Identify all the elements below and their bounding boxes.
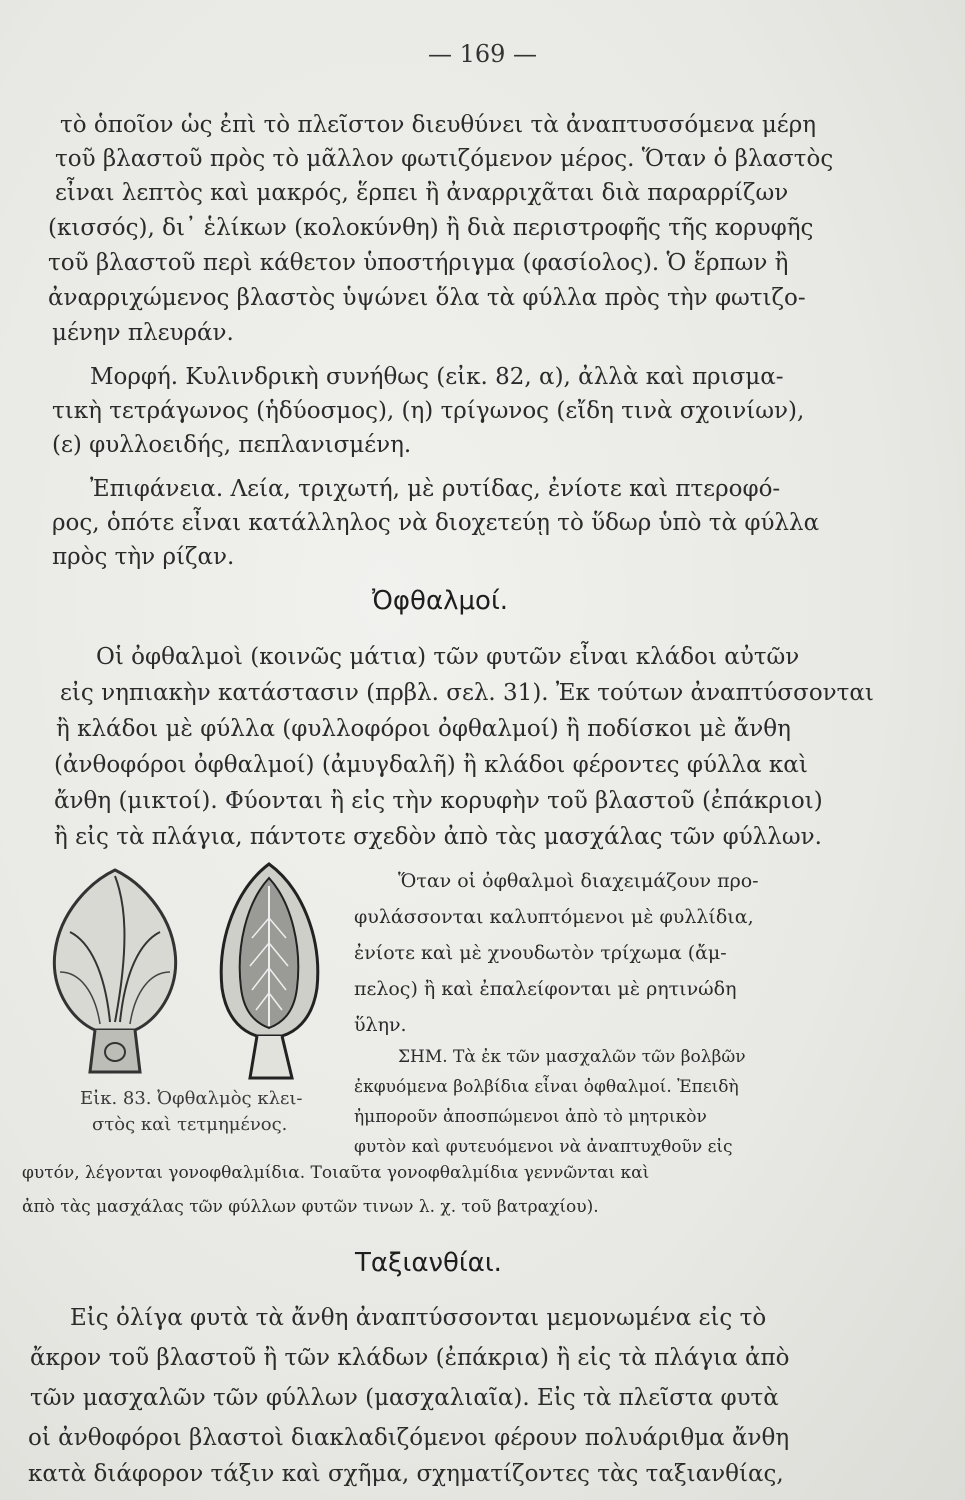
text-line: ρος, ὁπότε εἶναι κατάλληλος νὰ διοχετεύῃ τὸ ὕδωρ ὑπὸ τὰ φύλλα <box>52 510 820 536</box>
text-line: τοῦ βλαστοῦ πρὸς τὸ μᾶλλον φωτιζόμενον μέρος. Ὅταν ὁ βλαστὸς <box>55 146 834 172</box>
text-line: (ε) φυλλοειδής, πεπλανισμένη. <box>52 432 412 458</box>
text-line: Μορφή. Κυλινδρικὴ συνήθως (εἰκ. 82, α), ἀλλὰ καὶ πρισμα- <box>90 364 784 390</box>
text-line: (κισσός), δι᾿ ἑλίκων (κολοκύνθη) ἢ διὰ περιστροφῆς τῆς κορυφῆς <box>48 215 814 241</box>
text-line: τοῦ βλαστοῦ περὶ κάθετον ὑποστήριγμα (φασίολος). Ὁ ἕρπων ἢ <box>48 250 789 276</box>
text-line: Οἱ ὀφθαλμοὶ (κοινῶς μάτια) τῶν φυτῶν εἶναι κλάδοι αὐτῶν <box>96 644 800 670</box>
text-line: ἢ εἰς τὰ πλάγια, πάντοτε σχεδὸν ἀπὸ τὰς μασχάλας τῶν φύλλων. <box>54 824 822 850</box>
text-line: πρὸς τὴν ρίζαν. <box>52 544 235 570</box>
text-line: κατὰ διάφορον τάξιν καὶ σχῆμα, σχηματίζοντες τὰς ταξιανθίας, <box>28 1461 784 1487</box>
note-line: ΣΗΜ. Τὰ ἐκ τῶν μασχαλῶν τῶν βολβῶν <box>398 1047 746 1067</box>
note-line: φυτὸν καὶ φυτευόμενοι νὰ ἀναπτυχθοῦν εἰς <box>354 1137 733 1157</box>
section-heading: Ὀφθαλμοί. <box>372 586 509 616</box>
section-heading: Ταξιανθίαι. <box>355 1248 502 1278</box>
note-line: ἐκφυόμενα βολβίδια εἶναι ὀφθαλμοί. Ἐπειδὴ <box>354 1077 739 1097</box>
figure-caption: στὸς καὶ τετμημένος. <box>92 1114 288 1135</box>
bud-section-illustration <box>212 858 327 1083</box>
text-line: Ὅταν οἱ ὀφθαλμοὶ διαχειμάζουν προ- <box>398 870 759 892</box>
text-line: πελος) ἢ καὶ ἐπαλείφονται μὲ ρητινώδη <box>354 978 737 1000</box>
text-line: (ἀνθοφόροι ὀφθαλμοί) (ἀμυγδαλῆ) ἢ κλάδοι φέροντες φύλλα καὶ <box>54 752 808 778</box>
text-line: φυλάσσονται καλυπτόμενοι μὲ φυλλίδια, <box>354 906 754 928</box>
text-line: τικὴ τετράγωνος (ἡδύοσμος), (η) τρίγωνος (εἴδη τινὰ σχοινίων), <box>52 398 805 424</box>
text-line: μένην πλευράν. <box>52 320 234 346</box>
text-line: ἄκρον τοῦ βλαστοῦ ἢ τῶν κλάδων (ἐπάκρια) ἢ εἰς τὰ πλάγια ἀπὸ <box>30 1345 790 1371</box>
text-line: ἢ κλάδοι μὲ φύλλα (φυλλοφόροι ὀφθαλμοί) ἢ ποδίσκοι μὲ ἄνθη <box>56 716 791 742</box>
text-line: ἄνθη (μικτοί). Φύονται ἢ εἰς τὴν κορυφὴν τοῦ βλαστοῦ (ἐπάκριοι) <box>54 788 823 814</box>
text-line: τὸ ὁποῖον ὡς ἐπὶ τὸ πλεῖστον διευθύνει τὰ ἀναπτυσσόμενα μέρη <box>60 112 817 138</box>
bud-closed-illustration <box>40 862 190 1082</box>
text-line: ἐνίοτε καὶ μὲ χνουδωτὸν τρίχωμα (ἄμ- <box>354 942 727 964</box>
text-line: εἰς νηπιακὴν κατάστασιν (πρβλ. σελ. 31). Ἐκ τούτων ἀναπτύσσονται <box>60 680 874 706</box>
page-number: — 169 — <box>427 40 538 68</box>
text-line: Εἰς ὀλίγα φυτὰ τὰ ἄνθη ἀναπτύσσονται μεμονωμένα εἰς τὸ <box>70 1305 767 1331</box>
note-line: ἠμποροῦν ἀποσπώμενοι ἀπὸ τὸ μητρικὸν <box>354 1107 707 1127</box>
note-line: ἀπὸ τὰς μασχάλας τῶν φύλλων φυτῶν τινων λ. χ. τοῦ βατραχίου). <box>22 1197 599 1217</box>
text-line: οἱ ἀνθοφόροι βλαστοὶ διακλαδιζόμενοι φέρουν πολυάριθμα ἄνθη <box>28 1425 790 1451</box>
figure-caption: Εἰκ. 83. Ὀφθαλμὸς κλει- <box>80 1088 303 1109</box>
text-line: τῶν μασχαλῶν τῶν φύλλων (μασχαλιαῖα). Εἰς τὰ πλεῖστα φυτὰ <box>30 1385 779 1411</box>
text-line: ἀναρριχώμενος βλαστὸς ὑψώνει ὅλα τὰ φύλλα πρὸς τὴν φωτιζο- <box>48 285 806 311</box>
text-line: ὕλην. <box>354 1014 407 1036</box>
text-line: Ἐπιφάνεια. Λεία, τριχωτή, μὲ ρυτίδας, ἐνίοτε καὶ πτεροφό- <box>90 476 781 502</box>
note-line: φυτόν, λέγονται γονοφθαλμίδια. Τοιαῦτα γονοφθαλμίδια γεννῶνται καὶ <box>22 1163 650 1183</box>
text-line: εἶναι λεπτὸς καὶ μακρός, ἕρπει ἢ ἀναρριχᾶται διὰ παραρρίζων <box>55 180 789 206</box>
